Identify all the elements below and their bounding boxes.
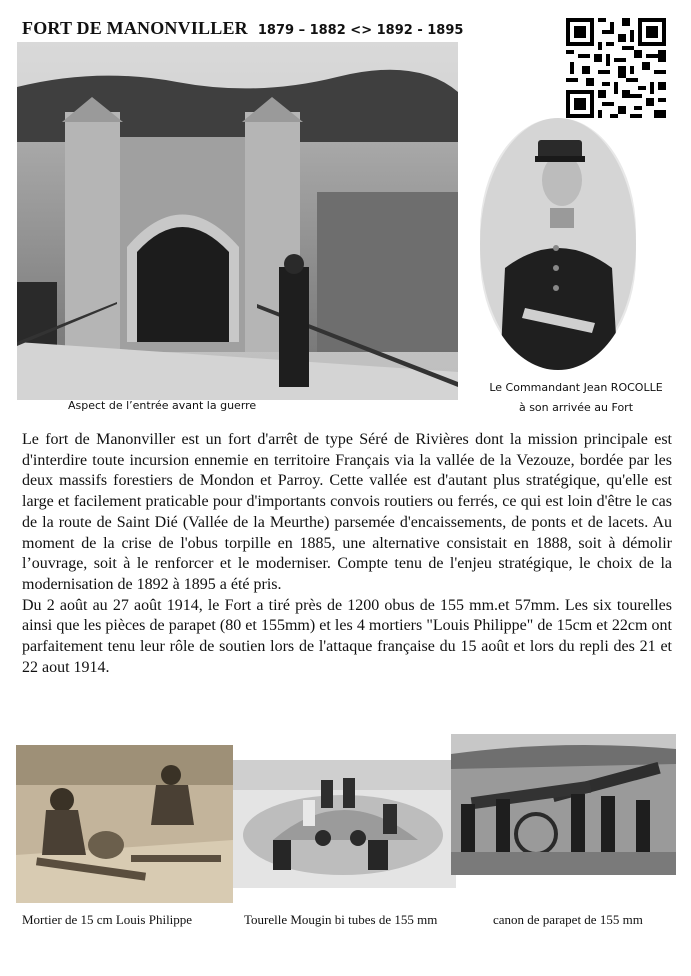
entrance-photo-caption: Aspect de l’entrée avant la guerre xyxy=(68,399,257,412)
fort-name: FORT DE MANONVILLER xyxy=(22,18,248,38)
qr-code-icon[interactable] xyxy=(566,18,666,118)
entrance-photo xyxy=(17,42,458,400)
commander-photo-caption xyxy=(478,378,674,418)
commander-portrait-photo xyxy=(480,118,636,370)
turret-photo-caption: Tourelle Mougin bi tubes de 155 mm xyxy=(244,912,438,927)
parapet-cannon-photo-caption: canon de parapet de 155 mm xyxy=(493,912,643,927)
paragraph-history: Le fort de Manonviller est un fort d'arrêt de type Séré de Rivières dont la mission principale est d'interdire toute incursion ennemie en territoire Français via la vallée de la Vezouze, bordée par les deux massifs forestiers de Mondon et Parroy. Cette vallée est d'autant plus stratégique, qu'elle est large et facilement praticable pour d'importants convois routiers ou ferrés, ce qui est loin d'être le cas de la route de Saint Dié (Vallée de la Meurthe) parsemée d'encaissements, de ponts et de lacets. Au moment de la crise de l'obus torpille en 1885, une alternative consistait en 1888, soit à démolir l’ouvrage, soit à le renforcer et le moderniser. Compte tenu de l'enjeu stratégique, le choix de la modernisation de 1892 à 1895 a été pris. xyxy=(22,431,672,593)
commander-caption-line1: Le Commandant Jean ROCOLLE xyxy=(489,381,663,394)
page-title xyxy=(22,18,463,39)
commander-caption-line2: à son arrivée au Fort xyxy=(518,401,634,414)
mortar-photo-caption: Mortier de 15 cm Louis Philippe xyxy=(22,912,193,927)
turret-photo xyxy=(233,760,456,888)
parapet-cannon-photo xyxy=(451,734,676,875)
paragraph-1914: Du 2 août au 27 août 1914, le Fort a tiré près de 1200 obus de 155 mm.et 57mm. Les six tourelles ainsi que les pièces de parapet (80 et 155mm) et les 4 mortiers "Louis Philippe" de 15cm et 22cm ont parfaitement tenu leur rôle de soutien lors de l'attaque française du 15 août et lors du repli des 21 et 22 aout 1914. xyxy=(22,596,672,676)
fort-dates: 1879 – 1882 <> 1892 - 1895 xyxy=(257,23,464,38)
article-body xyxy=(22,430,672,678)
mortar-photo xyxy=(16,745,233,903)
